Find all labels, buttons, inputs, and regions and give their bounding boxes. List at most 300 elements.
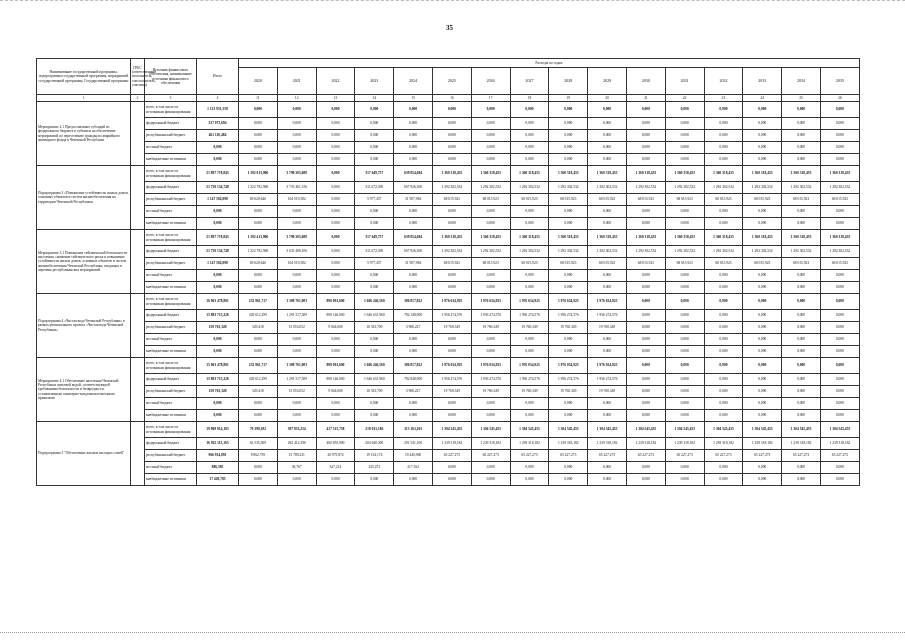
year-value: 16 333,700 (355, 386, 394, 398)
year-value: 0,000 (626, 358, 665, 374)
year-value: 0,000 (588, 410, 627, 422)
column-index: 20 (588, 95, 627, 102)
funding-source: внебюджетные источники (145, 154, 197, 166)
table-row (37, 462, 860, 474)
year-value: 0,000 (743, 282, 782, 294)
year-value: 0,000 (782, 118, 821, 130)
column-index: 16 (432, 95, 471, 102)
year-value: 0,000 (432, 118, 471, 130)
year-value: 68 015,923 (432, 194, 471, 206)
year-value: 1 956 274,576 (549, 374, 588, 386)
total-value: 0,000 (197, 218, 239, 230)
total-value: 15 883 715,226 (197, 310, 239, 322)
year-value: 19 760,349 (432, 386, 471, 398)
year-value: 0,000 (549, 142, 588, 154)
total-value: 886,595 (197, 462, 239, 474)
year-value: 1 292 302,532 (471, 246, 510, 258)
year-value: 0,000 (743, 462, 782, 474)
funding-source: местный бюджет (145, 462, 197, 474)
year-value: 1 292 302,532 (588, 182, 627, 194)
year-value: 164 519,582 (277, 194, 316, 206)
year-value: 68 015,923 (820, 194, 859, 206)
year-value: 0,000 (743, 374, 782, 386)
year-value: 1 239 318,182 (549, 438, 588, 450)
year-value: 1 976 034,925 (588, 358, 627, 374)
total-value: 15 803 715,226 (197, 374, 239, 386)
year-value: 1 304 545,455 (665, 422, 704, 438)
year-value: 65 227,273 (782, 450, 821, 462)
year-value: 639 854,684 (394, 230, 433, 246)
year-value: 1 239 318,182 (588, 438, 627, 450)
year-value: 68 015,923 (743, 258, 782, 270)
year-value: 0,000 (820, 294, 859, 310)
year-header: 2024 (394, 68, 433, 95)
section-name: Подпрограмма 5 "Обеспечение жильем молодых семей" (37, 422, 131, 486)
year-value: 0,000 (782, 294, 821, 310)
year-value: 68 015,923 (665, 194, 704, 206)
total-value: 461 116,484 (197, 130, 239, 142)
funding-source: местный бюджет (145, 398, 197, 410)
year-value: 1 360 318,455 (549, 230, 588, 246)
year-value: 0,000 (471, 102, 510, 118)
year-value: 0,000 (704, 410, 743, 422)
table-row (37, 346, 860, 358)
year-value: 0,000 (394, 206, 433, 218)
funding-source: республиканский бюджет (145, 258, 197, 270)
funding-source: федеральный бюджет (145, 246, 197, 258)
year-value: 1 239 318,182 (626, 438, 665, 450)
year-value: 0,000 (394, 474, 433, 486)
year-value: 1 976 634,925 (549, 294, 588, 310)
header-expenses-by-year: Расходы по годам (239, 59, 860, 68)
total-value: 557 075,694 (197, 118, 239, 130)
year-value: 0,000 (782, 410, 821, 422)
year-value: 0,000 (316, 474, 355, 486)
year-value: 19 760,349 (471, 322, 510, 334)
year-value: 1 360 318,455 (471, 166, 510, 182)
year-value: 68 015,923 (782, 194, 821, 206)
year-value: 0,000 (394, 118, 433, 130)
year-header: 2026 (471, 68, 510, 95)
year-value: 607 926,300 (394, 182, 433, 194)
year-value: 0,000 (665, 398, 704, 410)
grbs-cell (131, 230, 145, 294)
year-value: 1 360 318,455 (626, 166, 665, 182)
year-value: 1 360 318,455 (743, 230, 782, 246)
year-value: 0,000 (820, 334, 859, 346)
year-value: 0,000 (665, 282, 704, 294)
year-value: 292 412,390 (277, 438, 316, 450)
year-value: 0,000 (626, 410, 665, 422)
year-value: 0,000 (355, 154, 394, 166)
year-value: 1 646 631,960 (355, 374, 394, 386)
year-value: 0,000 (277, 142, 316, 154)
year-value: 1 304 545,455 (626, 422, 665, 438)
year-value: 1 646 631,960 (355, 310, 394, 322)
year-value: 218 033,186 (355, 422, 394, 438)
year-value: 65 227,273 (432, 450, 471, 462)
year-value: 235,472 (355, 462, 394, 474)
year-value: 0,000 (665, 142, 704, 154)
year-value: 0,000 (394, 410, 433, 422)
total-value: 21 897 718,843 (197, 166, 239, 182)
year-value: 0,000 (239, 130, 278, 142)
year-value: 1 360 318,455 (704, 166, 743, 182)
year-value: 19 440,960 (394, 450, 433, 462)
year-value: 0,000 (549, 206, 588, 218)
year-value: 1 360 318,455 (432, 166, 471, 182)
year-value: 1 956 274,576 (432, 310, 471, 322)
funding-source: внебюджетные источники (145, 346, 197, 358)
year-value: 0,000 (626, 398, 665, 410)
year-value: 0,000 (743, 346, 782, 358)
table-row (37, 474, 860, 486)
year-value: 19 760,349 (549, 386, 588, 398)
table-row (37, 358, 860, 374)
table-row (37, 230, 860, 246)
year-value: 1 292 302,532 (471, 182, 510, 194)
year-value: 65 227,273 (626, 450, 665, 462)
year-value: 0,000 (277, 270, 316, 282)
year-value: 68 015,923 (782, 258, 821, 270)
year-value: 1 292 302,532 (782, 246, 821, 258)
year-value: 0,000 (355, 282, 394, 294)
year-value: 0,000 (471, 270, 510, 282)
year-value: 1 360 318,455 (782, 166, 821, 182)
header-row (37, 59, 860, 68)
year-value: 317 649,757 (355, 166, 394, 182)
year-value: 0,000 (704, 118, 743, 130)
year-value: 0,000 (665, 386, 704, 398)
funding-source: местный бюджет (145, 334, 197, 346)
year-value: 0,000 (704, 358, 743, 374)
year-value: 19 760,349 (588, 386, 627, 398)
year-value: 0,000 (743, 474, 782, 486)
table-row (37, 282, 860, 294)
year-value: 0,000 (782, 142, 821, 154)
year-value: 0,000 (432, 474, 471, 486)
year-value: 0,000 (355, 398, 394, 410)
year-value: 0,000 (549, 334, 588, 346)
year-value: 313 163,263 (394, 422, 433, 438)
year-value: 0,000 (665, 374, 704, 386)
year-value: 0,000 (316, 346, 355, 358)
year-value: 65 227,273 (704, 450, 743, 462)
year-value: 68 015,923 (743, 194, 782, 206)
year-value: 0,000 (626, 142, 665, 154)
year-value: 68 015,923 (432, 258, 471, 270)
year-value: 0,000 (782, 206, 821, 218)
year-value: 0,000 (820, 322, 859, 334)
year-value: 0,000 (471, 474, 510, 486)
page-top-edge (0, 0, 905, 7)
year-value: 217,163 (394, 462, 433, 474)
year-value: 0,000 (743, 130, 782, 142)
year-value: 0,000 (665, 130, 704, 142)
year-value: 31 907,984 (394, 258, 433, 270)
table-row (37, 118, 860, 130)
year-value: 0,000 (394, 154, 433, 166)
year-value: 1 666 246,560 (355, 358, 394, 374)
year-value: 890 146,600 (316, 374, 355, 386)
year-value: 0,000 (626, 310, 665, 322)
total-value: 21 750 154,748 (197, 182, 239, 194)
year-value: 311 672,300 (355, 182, 394, 194)
year-value: 1 956 274,576 (510, 310, 549, 322)
year-value: 0,000 (743, 410, 782, 422)
total-value: 0,000 (197, 154, 239, 166)
year-value: 19 760,349 (510, 322, 549, 334)
year-value: 0,000 (820, 282, 859, 294)
year-value: 0,000 (588, 282, 627, 294)
year-value: 0,000 (704, 142, 743, 154)
year-value: 1 239 318,182 (743, 438, 782, 450)
year-value: 0,000 (782, 322, 821, 334)
year-value: 1 292 302,532 (549, 182, 588, 194)
year-value: 0,000 (316, 130, 355, 142)
table-row (37, 294, 860, 310)
column-index: 14 (355, 95, 394, 102)
year-value: 0,000 (316, 206, 355, 218)
year-value: 1 239 318,182 (471, 438, 510, 450)
year-value: 8 862,739 (239, 450, 278, 462)
year-value: 0,000 (394, 102, 433, 118)
year-value: 0,000 (704, 462, 743, 474)
year-value: 0,000 (743, 294, 782, 310)
year-value: 0,000 (626, 322, 665, 334)
year-value: 0,000 (394, 130, 433, 142)
column-index: 25 (782, 95, 821, 102)
total-value: 17 420,785 (197, 474, 239, 486)
table-row (37, 422, 860, 438)
year-value: 0,000 (704, 398, 743, 410)
year-value: 0,000 (626, 346, 665, 358)
year-value: 1 360 318,455 (665, 166, 704, 182)
table-row (37, 206, 860, 218)
year-value: 5 977,457 (355, 194, 394, 206)
year-value: 1 292 302,532 (820, 246, 859, 258)
column-index: 19 (549, 95, 588, 102)
year-value: 65 227,273 (820, 450, 859, 462)
year-value: 0,000 (820, 462, 859, 474)
year-value: 627,214 (316, 462, 355, 474)
column-index: 21 (626, 95, 665, 102)
year-value: 0,000 (549, 130, 588, 142)
funding-source: федеральный бюджет (145, 118, 197, 130)
year-value: 0,000 (316, 166, 355, 182)
year-value: 1 291 517,309 (277, 310, 316, 322)
year-value: 0,000 (665, 206, 704, 218)
year-value: 0,000 (549, 154, 588, 166)
year-value: 68 015,923 (471, 258, 510, 270)
total-value: 966 914,891 (197, 450, 239, 462)
year-value: 69 620,646 (239, 194, 278, 206)
year-value: 0,000 (471, 154, 510, 166)
year-value: 1 956 274,576 (588, 310, 627, 322)
year-value: 0,000 (510, 334, 549, 346)
column-index: 23 (704, 95, 743, 102)
year-header: 2020 (239, 68, 278, 95)
year-value: 1 956 274,576 (588, 374, 627, 386)
table-row (37, 182, 860, 194)
year-value: 1 360 318,455 (588, 166, 627, 182)
year-value: 1 239 318,182 (510, 438, 549, 450)
year-value: 19 760,349 (510, 386, 549, 398)
year-value: 329 612,299 (239, 374, 278, 386)
year-value: 1 392 013,906 (239, 166, 278, 182)
year-value: 1 304 545,455 (510, 422, 549, 438)
year-value: 1 308 761,003 (277, 358, 316, 374)
year-value: 70 398,182 (239, 422, 278, 438)
table-row (37, 102, 860, 118)
header-grbs: ГРБС (ответственный исполнитель, соисполнитель, участник) (131, 59, 145, 95)
year-value: 1 956 274,576 (471, 374, 510, 386)
year-value: 0,000 (743, 206, 782, 218)
total-value: 0,000 (197, 346, 239, 358)
year-value: 899 001,600 (316, 358, 355, 374)
year-value: 0,000 (239, 142, 278, 154)
table-row (37, 246, 860, 258)
year-value: 68 015,923 (626, 194, 665, 206)
year-value: 0,000 (626, 206, 665, 218)
year-value: 0,000 (510, 462, 549, 474)
year-value: 782 148,900 (394, 310, 433, 322)
year-value: 0,000 (782, 282, 821, 294)
year-value: 3 968,227 (394, 322, 433, 334)
table-row (37, 410, 860, 422)
year-value: 0,000 (588, 206, 627, 218)
year-value: 1 239 318,182 (665, 438, 704, 450)
year-value: 20 975,874 (316, 450, 355, 462)
year-value: 0,000 (704, 474, 743, 486)
year-value: 0,000 (704, 310, 743, 322)
funding-source: местный бюджет (145, 270, 197, 282)
column-index: 4 (197, 95, 239, 102)
year-value: 1 304 545,455 (471, 422, 510, 438)
year-value: 0,000 (782, 102, 821, 118)
year-value: 1 976 634,925 (510, 294, 549, 310)
year-value: 19 760,349 (588, 322, 627, 334)
year-value: 3 798 205,688 (277, 230, 316, 246)
page-bottom-edge (0, 632, 905, 635)
year-value: 1 292 302,532 (626, 246, 665, 258)
year-value: 0,000 (277, 282, 316, 294)
year-value: 0,000 (510, 130, 549, 142)
funding-source: республиканский бюджет (145, 386, 197, 398)
year-header: 2033 (743, 68, 782, 95)
year-value: 1 292 302,532 (510, 182, 549, 194)
year-value: 397 833,254 (277, 422, 316, 438)
table-row (37, 334, 860, 346)
year-header: 2035 (820, 68, 859, 95)
funding-source: федеральный бюджет (145, 182, 197, 194)
year-value: 65 227,273 (549, 450, 588, 462)
header-program: Наименование государственной программы, подпрограммы государственной программы, мероприятий государственной программы, Государственной программы (37, 59, 131, 95)
year-value: 68 015,923 (820, 258, 859, 270)
funding-source: всего, в том числе по источникам финансирования (145, 166, 197, 182)
funding-source: внебюджетные источники (145, 282, 197, 294)
year-value: 0,000 (239, 270, 278, 282)
year-value: 0,000 (665, 358, 704, 374)
year-value: 0,000 (665, 474, 704, 486)
year-value: 68 015,923 (471, 194, 510, 206)
year-value: 1 360 318,455 (471, 230, 510, 246)
funding-source: всего, в том числе по источникам финансирования (145, 294, 197, 310)
year-value: 3 733 461,156 (277, 182, 316, 194)
year-value: 65 227,273 (743, 450, 782, 462)
year-value: 0,000 (704, 346, 743, 358)
year-value: 0,000 (239, 474, 278, 486)
year-value: 0,000 (432, 154, 471, 166)
column-index: 1 (37, 95, 131, 102)
year-value: 291 541,100 (394, 438, 433, 450)
year-value: 0,000 (432, 462, 471, 474)
year-value: 0,000 (239, 334, 278, 346)
funding-source: местный бюджет (145, 206, 197, 218)
year-value: 0,000 (510, 474, 549, 486)
year-value: 0,000 (665, 294, 704, 310)
year-value: 0,000 (355, 102, 394, 118)
year-value: 1 292 302,532 (782, 182, 821, 194)
year-value: 0,000 (471, 142, 510, 154)
year-value: 0,000 (510, 346, 549, 358)
table-row (37, 194, 860, 206)
year-value: 1 291 517,509 (277, 374, 316, 386)
total-value: 0,000 (197, 282, 239, 294)
year-value: 0,000 (510, 206, 549, 218)
year-value: 782 848,900 (394, 374, 433, 386)
year-value: 0,000 (782, 334, 821, 346)
column-index: 22 (665, 95, 704, 102)
year-value: 0,000 (820, 130, 859, 142)
year-value: 0,000 (588, 102, 627, 118)
year-value: 0,000 (316, 182, 355, 194)
year-value: 1 292 302,532 (704, 246, 743, 258)
total-value: 0,000 (197, 398, 239, 410)
funding-source: республиканский бюджет (145, 450, 197, 462)
year-value: 0,000 (626, 334, 665, 346)
year-value: 19 760,349 (549, 322, 588, 334)
year-value: 1 322 792,960 (239, 246, 278, 258)
year-value: 890 001,600 (316, 294, 355, 310)
year-value: 329,418 (239, 322, 278, 334)
year-header: 2028 (549, 68, 588, 95)
table-row (37, 154, 860, 166)
year-value: 0,000 (510, 282, 549, 294)
year-value: 0,000 (432, 270, 471, 282)
year-value: 0,000 (704, 154, 743, 166)
total-value: 19 869 914,103 (197, 422, 239, 438)
table-row (37, 258, 860, 270)
year-value: 9 044,000 (316, 322, 355, 334)
funding-source: федеральный бюджет (145, 374, 197, 386)
year-value: 0,000 (549, 218, 588, 230)
year-value: 0,000 (239, 154, 278, 166)
year-value: 0,000 (704, 386, 743, 398)
year-value: 0,000 (239, 410, 278, 422)
funding-source: местный бюджет (145, 142, 197, 154)
year-value: 68 015,923 (665, 258, 704, 270)
year-value: 0,000 (316, 398, 355, 410)
year-value: 0,000 (316, 270, 355, 282)
year-value: 0,000 (316, 154, 355, 166)
year-value: 232 961,717 (239, 294, 278, 310)
year-value: 0,000 (316, 258, 355, 270)
table-row (37, 218, 860, 230)
year-value: 1 304 545,455 (588, 422, 627, 438)
year-header: 2022 (316, 68, 355, 95)
year-value: 0,000 (432, 206, 471, 218)
